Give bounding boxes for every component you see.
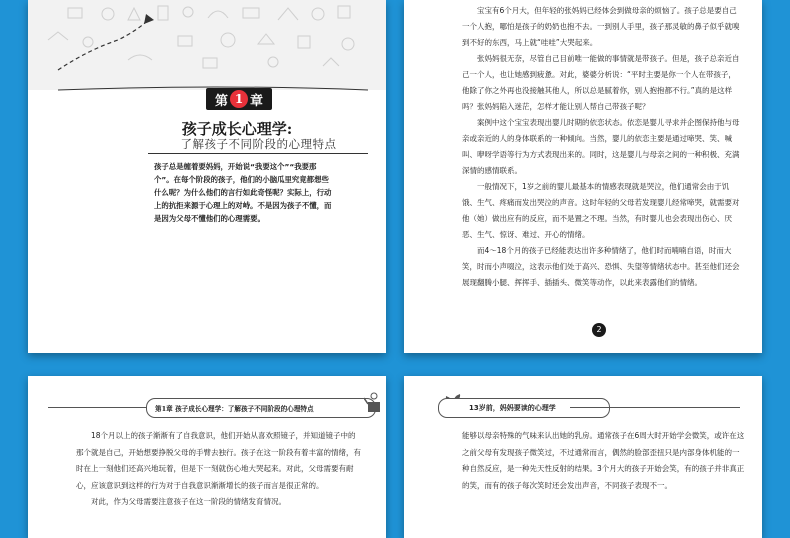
paragraph: 宝宝有6个月大，但年轻的张妈妈已经体会到做母亲的烦恼了。孩子总是要自己一个人抱，哪怕是孩子的奶奶也抱不去。一到别人手里，孩子那灵敏的鼻子似乎就嗅到不好的东西，马上就“哇哇”大哭起来。: [462, 6, 740, 47]
paragraph: 一般情况下，1岁之前的婴儿最基本的情感表现就是哭泣，他们通常会由于饥饿、生气、疼痛而发出哭泣的声音。这时年轻的父母若发现婴儿经常啼哭，就需要对他（她）做出应有的反应，而不是置之不理。当然，有时婴儿也会表现出伤心、厌恶、生气、惊讶、难过、开心的情绪。: [462, 182, 740, 239]
watering-can-icon: [364, 390, 384, 416]
page-number: 2: [592, 323, 606, 337]
body-text: [76, 428, 362, 511]
paragraph: 张妈妈很无奈，尽管自己目前唯一能做的事情就是带孩子。但是，孩子总亲近自己一个人，也让她感到疲惫。对此，婆婆分析说：“平时主要是你一个人在带孩子，他除了你之外再也没接触其他人，所以总是腻着你，别人抱抱都不行。”真的是这样吗？张妈妈陷入迷茫，怎样才能让别人帮自己带孩子呢？: [462, 54, 740, 111]
paragraph: 而4～18个月的孩子已经能表达出许多种情绪了，他们时而喃喃自语，时而大笑，时而小声啜泣，这表示他们处于高兴、恐惧、失望等情绪状态中。甚至他们还会展现翻腾小腿、挥挥手、插插头、微笑等动作，以此来表露他们的情绪。: [462, 246, 740, 287]
paragraph: 18个月以上的孩子渐渐有了自我意识，他们开始从喜欢照镜子，并知道镜子中的那个就是自己，开始想要挣脱父母的手臂去独行。孩子在这一阶段有着丰富的情绪，有时在上一刻他们还高兴地玩着，但是下一刻就伤心地大哭起来。对此，父母需要有耐心，应该意识到这样的行为对于自我意识渐渐增长的孩子而言是很正常的。: [76, 431, 361, 490]
running-head: [146, 398, 376, 418]
chapter-suffix: 章: [250, 93, 264, 109]
chapter-intro: 孩子总是缠着要妈妈，开始说“我要这个”“我要那个”。在每个阶段的孩子，他们的小脑瓜里究竟都想些什么呢？为什么他们的言行如此奇怪呢？实际上，行动上的抗拒来源于心理上的对峙。不是因为孩子不懂，而是因为父母不懂他们的心理需要。: [154, 162, 332, 223]
page-body-2: [404, 0, 762, 353]
paragraph: 对此，作为父母需要注意孩子在这一阶段的情绪发育情况。: [91, 497, 286, 506]
page-body-4: [404, 376, 762, 538]
paragraph: 案例中这个宝宝表现出婴儿时期的依恋状态。依恋是婴儿寻求并企图保持他与母亲或亲近的人的身体联系的一种倾向。当然，婴儿的依恋主要是通过啼哭、笑、喊叫、咿呀学语等行为方式表现出来的。同时，这是婴儿与母亲之间的一种积极、充满深情的感情联系。: [462, 118, 740, 175]
page-chapter-opener: [28, 0, 386, 353]
body-text: [462, 3, 742, 291]
running-head: [438, 398, 610, 418]
header-rule: [570, 407, 740, 408]
doodle-illustration: [28, 0, 386, 90]
chapter-number: 1: [230, 90, 248, 108]
chapter-subtitle: 了解孩子不同阶段的心理特点: [180, 137, 337, 151]
chapter-title: 孩子成长心理学:: [181, 120, 293, 138]
page-body-3: [28, 376, 386, 538]
running-head-text: 第1章 孩子成长心理学：了解孩子不同阶段的心理特点: [155, 405, 314, 413]
subtitle-underline: [148, 153, 368, 154]
doodle-icons: [28, 0, 386, 92]
running-head-text: 13岁前，妈妈要读的心理学: [469, 404, 556, 412]
header-rule: [48, 407, 146, 408]
chapter-prefix: 第: [214, 93, 228, 109]
paragraph: 能够以母亲特殊的气味来认出她的乳房。通常孩子在6周大时开始学会微笑，或许在这之前父母有发现孩子微笑过，不过通常而言，偶然的脸部歪扭只是内部身体机能的一种自然反应，是一种先天性反射的结果。3个月大的孩子开始会笑，有的孩子并非真正的笑，而有的孩子每次笑时还会发出声音，不同孩子表现不一。: [462, 431, 745, 490]
chapter-badge: [206, 88, 272, 110]
body-text: [462, 428, 746, 494]
